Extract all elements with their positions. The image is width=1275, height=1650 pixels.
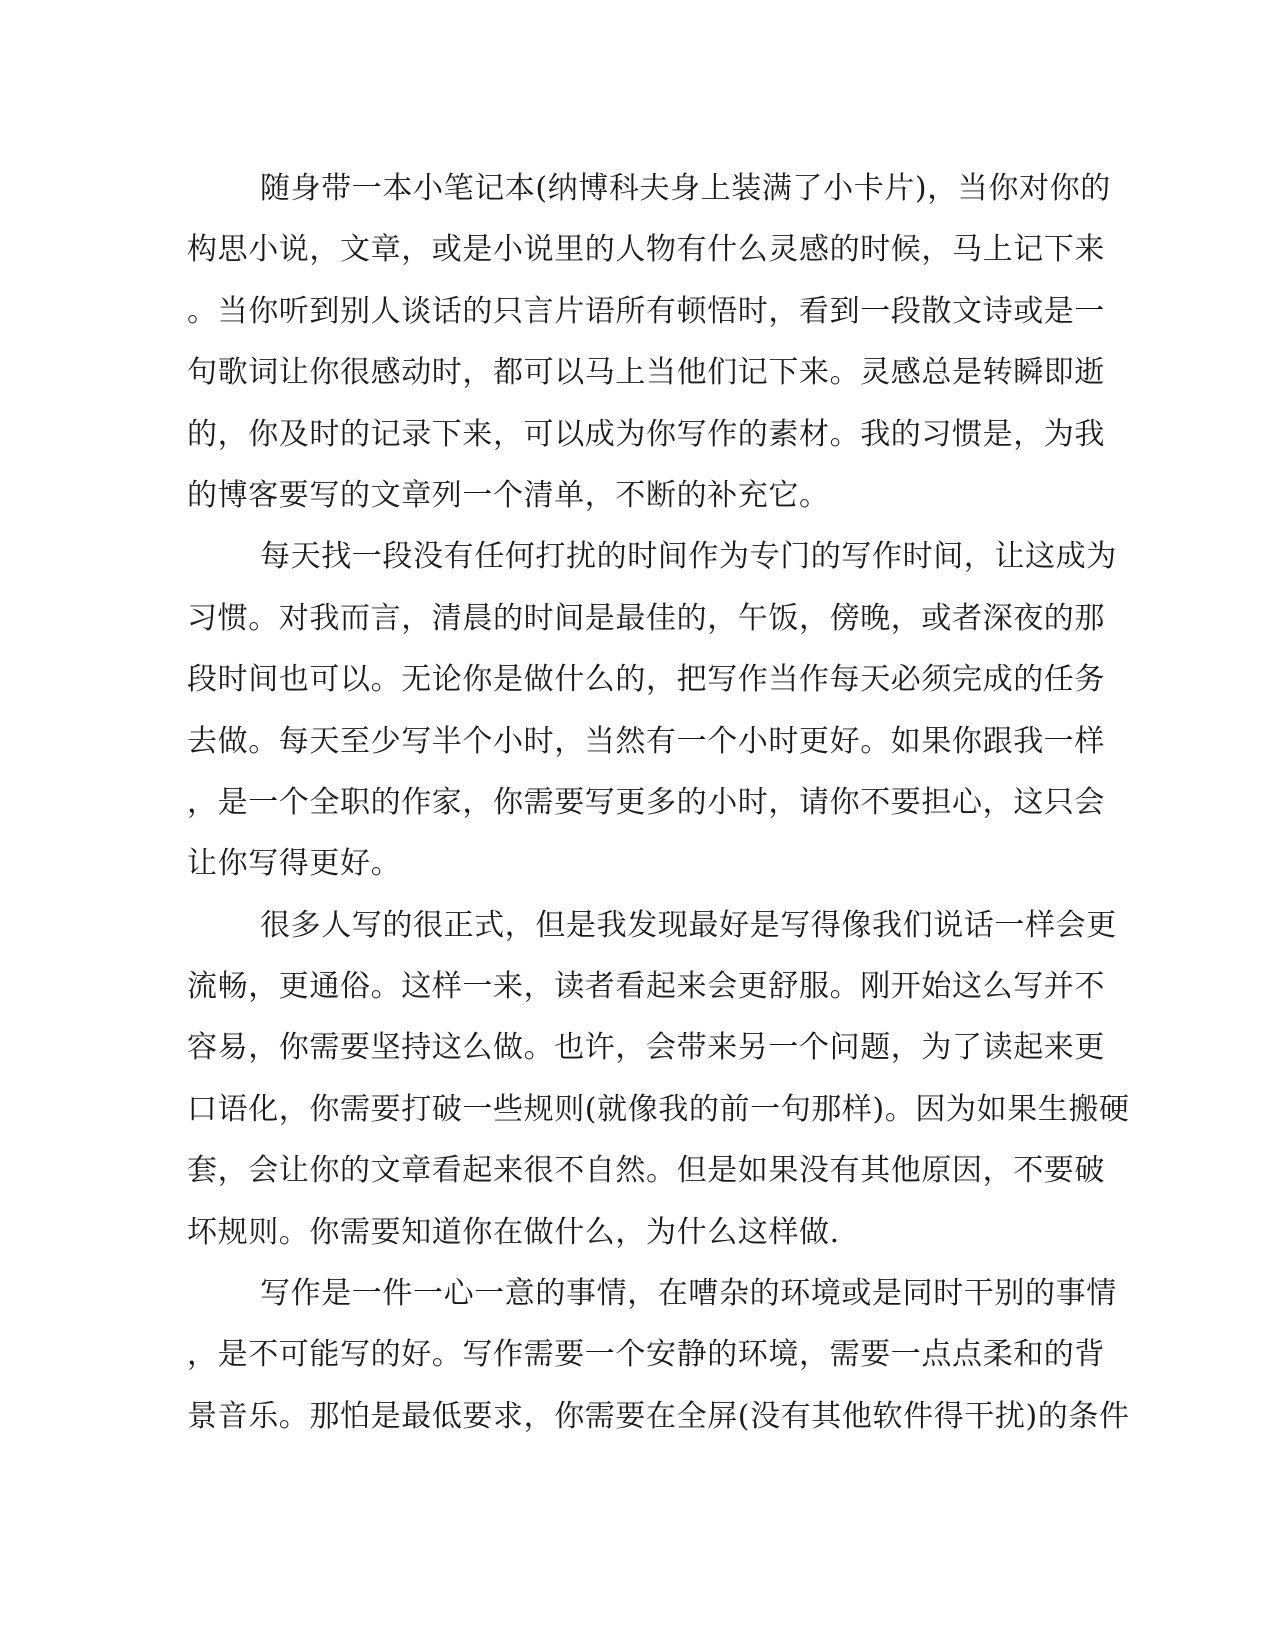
text-line: 流畅，更通俗。这样一来，读者看起来会更舒服。刚开始这么写并不	[187, 969, 1105, 1005]
text-line: 的，你及时的记录下来，可以成为你写作的素材。我的习惯是，为我	[187, 416, 1105, 452]
paragraph-focus	[187, 1263, 1130, 1447]
text-line: 很多人写的很正式，但是我发现最好是写得像我们说话一样会更	[260, 907, 1117, 943]
text-line: 每天找一段没有任何打扰的时间作为专门的写作时间，让这成为	[260, 539, 1117, 575]
text-line: 随身带一本小笔记本(纳博科夫身上装满了小卡片)，当你对你的	[260, 171, 1111, 206]
text-line: 。当你听到别人谈话的只言片语所有顿悟时，看到一段散文诗或是一	[187, 293, 1105, 329]
text-line: 写作是一件一心一意的事情，在嘈杂的环境或是同时干别的事情	[260, 1276, 1117, 1312]
paragraph-notebook	[187, 158, 1111, 526]
text-line: 构思小说，文章，或是小说里的人物有什么灵感的时候，马上记下来	[187, 232, 1105, 268]
text-line: 口语化，你需要打破一些规则(就像我的前一句那样)。因为如果生搬硬	[187, 1091, 1130, 1127]
paragraph-writing-time	[187, 526, 1117, 894]
paragraph-conversational-style	[187, 895, 1130, 1263]
text-line: 让你写得更好。	[187, 846, 402, 882]
text-line: 坏规则。你需要知道你在做什么，为什么这样做.	[187, 1214, 840, 1250]
text-line: 去做。每天至少写半个小时，当然有一个小时更好。如果你跟我一样	[187, 723, 1105, 759]
text-line: 句歌词让你很感动时，都可以马上当他们记下来。灵感总是转瞬即逝	[187, 355, 1105, 391]
text-line: ，是不可能写的好。写作需要一个安静的环境，需要一点点柔和的背	[187, 1337, 1105, 1373]
text-line: ，是一个全职的作家，你需要写更多的小时，请你不要担心，这只会	[187, 784, 1105, 820]
text-line: 习惯。对我而言，清晨的时间是最佳的，午饭，傍晚，或者深夜的那	[187, 600, 1105, 636]
text-line: 景音乐。那怕是最低要求，你需要在全屏(没有其他软件得干扰)的条件	[187, 1398, 1130, 1434]
text-line: 容易，你需要坚持这么做。也许，会带来另一个问题，为了读起来更	[187, 1030, 1105, 1066]
document-body	[187, 158, 1130, 1447]
text-line: 的博客要写的文章列一个清单，不断的补充它。	[187, 477, 830, 513]
text-line: 段时间也可以。无论你是做什么的，把写作当作每天必须完成的任务	[187, 662, 1105, 698]
text-line: 套，会让你的文章看起来很不自然。但是如果没有其他原因，不要破	[187, 1153, 1105, 1189]
